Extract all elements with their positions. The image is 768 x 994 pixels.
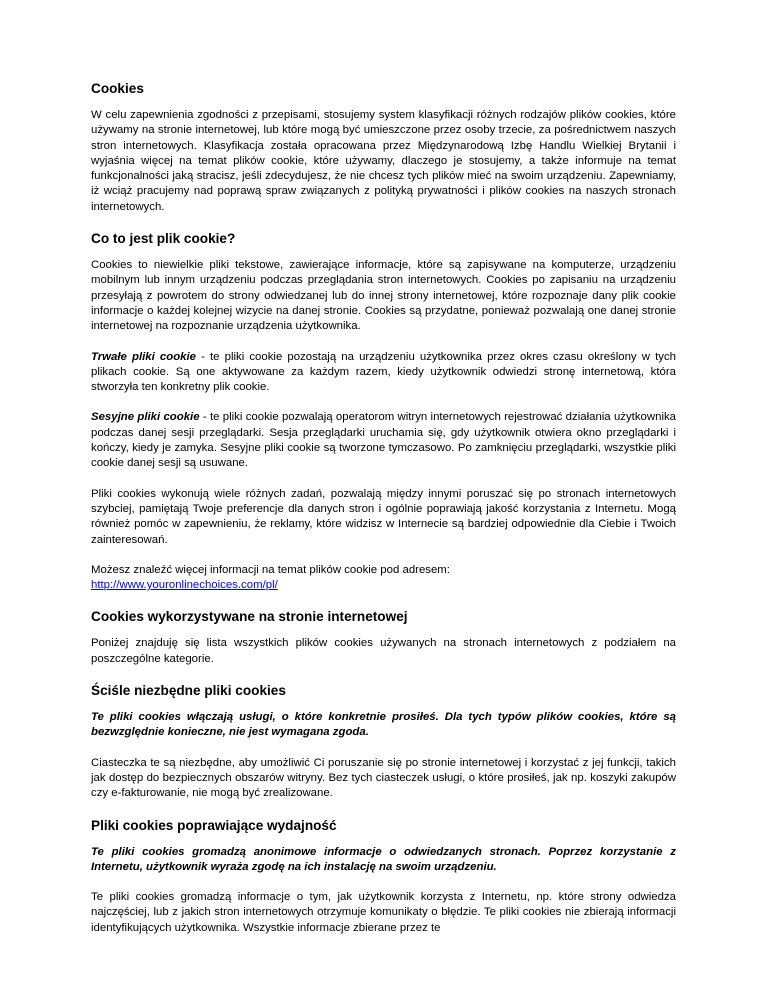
heading-strictly-necessary: Ściśle niezbędne pliki cookies [91, 683, 286, 699]
term-persistent-cookies: Trwałe pliki cookie [91, 350, 196, 363]
emphasis-strictly-necessary: Te pliki cookies włączają usługi, o które konkretnie prosiłeś. Dla tych typów plików cookies, które są bezwzględnie konieczne, nie jest wymagana zgoda. [91, 711, 676, 739]
paragraph-session-cookies [91, 410, 676, 471]
paragraph-performance: Te pliki cookies gromadzą informacje o tym, jak użytkownik korzysta z Internetu, np. które strony odwiedza najczęściej, lub z jakich stron internetowych otrzymuje komunikaty o błędzie. Te pliki cookies nie zbierają informacji identyfikujących użytkownika. Wszystkie informacje zbierane przez te [91, 891, 676, 934]
paragraph-cookies-intro: W celu zapewnienia zgodności z przepisami, stosujemy system klasyfikacji różnych rodzajów plików cookies, które używamy na stronie internetowej, lub które mogą być umieszczone przez osoby trzecie, za pośrednictwem naszych stron internetowych. Klasyfikacja została opracowana przez Międzynarodową Izbę Handlu Wielkiej Brytanii i wyjaśnia więcej na temat plików cookie, które używamy, dlaczego je stosujemy, a także informuje na temat funkcjonalności jaką stracisz, jeśli zdecydujesz, że nie chcesz tych plików mieć na swoim urządzeniu. Zapewniamy, iż wciąż pracujemy nad poprawą spraw związanych z polityką prywatności i plików cookies na naszych stronach internetowych. [91, 109, 676, 213]
paragraph-persistent-cookies [91, 350, 676, 396]
paragraph-cookies-list: Poniżej znajduję się lista wszystkich plików cookies używanych na stronach internetowych z podziałem na poszczególne kategorie. [91, 637, 676, 665]
youronlinechoices-link[interactable]: http://www.youronlinechoices.com/pl/ [91, 579, 278, 592]
text-session-cookies: - te pliki cookie pozwalają operatorom witryn internetowych rejestrować działania użytkownika podczas danej sesji przeglądarki. Sesja przeglądarki uruchamia się, gdy użytkownik otwiera okno przeglądarki i kończy, kiedy je zamyka. Sesyjne pliki cookie są tworzone tymczasowo. Po zamknięciu przeglądarki, wszystkie pliki cookie danej sesji są usuwane. [91, 411, 677, 470]
heading-cookies-used: Cookies wykorzystywane na stronie internetowej [91, 609, 408, 625]
paragraph-cookie-definition: Cookies to niewielkie pliki tekstowe, zawierające informacje, które są zapisywane na komputerze, urządzeniu mobilnym lub innym urządzeniu podczas przeglądania stron internetowych. Cookies po zapisaniu na urządzeniu przesyłają z powrotem do strony odwiedzanej lub do innej strony internetowej, które rozpoznaje dany plik cookie informacje o każdej kolejnej wizycie na danej stronie. Cookies są przydatne, ponieważ pozwalają one danej stronie internetowej na rozpoznanie urządzenia użytkownika. [91, 259, 676, 333]
paragraph-more-info [91, 563, 676, 594]
emphasis-performance: Te pliki cookies gromadzą anonimowe informacje o odwiedzanych stronach. Poprzez korzystanie z Internetu, użytkownik wyraża zgodę na ich instalację na swoim urządzeniu. [91, 845, 676, 873]
term-session-cookies: Sesyjne pliki cookie [91, 411, 200, 424]
paragraph-strictly-necessary: Ciasteczka te są niezbędne, aby umożliwić Ci poruszanie się po stronie internetowej i korzystać z jej funkcji, takich jak dostęp do bezpiecznych obszarów witryny. Bez tych ciasteczek usługi, o które prosiłeś, jak np. koszyki zakupów czy e-fakturowanie, nie mogą być zrealizowane. [91, 756, 676, 800]
heading-performance: Pliki cookies poprawiające wydajność [91, 817, 337, 833]
paragraph-cookie-tasks: Pliki cookies wykonują wiele różnych zadań, pozwalają między innymi poruszać się po stronach internetowych szybciej, pamiętają Twoje preferencje dla danych stron i ogólnie poprawiają jakość korzystania z Internetu. Mogą również pomóc w zapewnieniu, że reklamy, które widzisz w Internecie są bardziej odpowiednie dla Ciebie i Twoich zainteresowań. [91, 487, 676, 546]
heading-cookies: Cookies [91, 81, 144, 96]
more-info-text: Możesz znaleźć więcej informacji na temat plików cookie pod adresem: [91, 563, 450, 576]
text-persistent-cookies: - te pliki cookie pozostają na urządzeniu użytkownika przez okres czasu określony w tych plikach cookie. Są one aktywowane za każdym razem, kiedy użytkownik odwiedzi stronę internetową, która stworzyła ten konkretny plik cookie. [91, 350, 676, 394]
heading-what-is-cookie: Co to jest plik cookie? [91, 231, 236, 247]
